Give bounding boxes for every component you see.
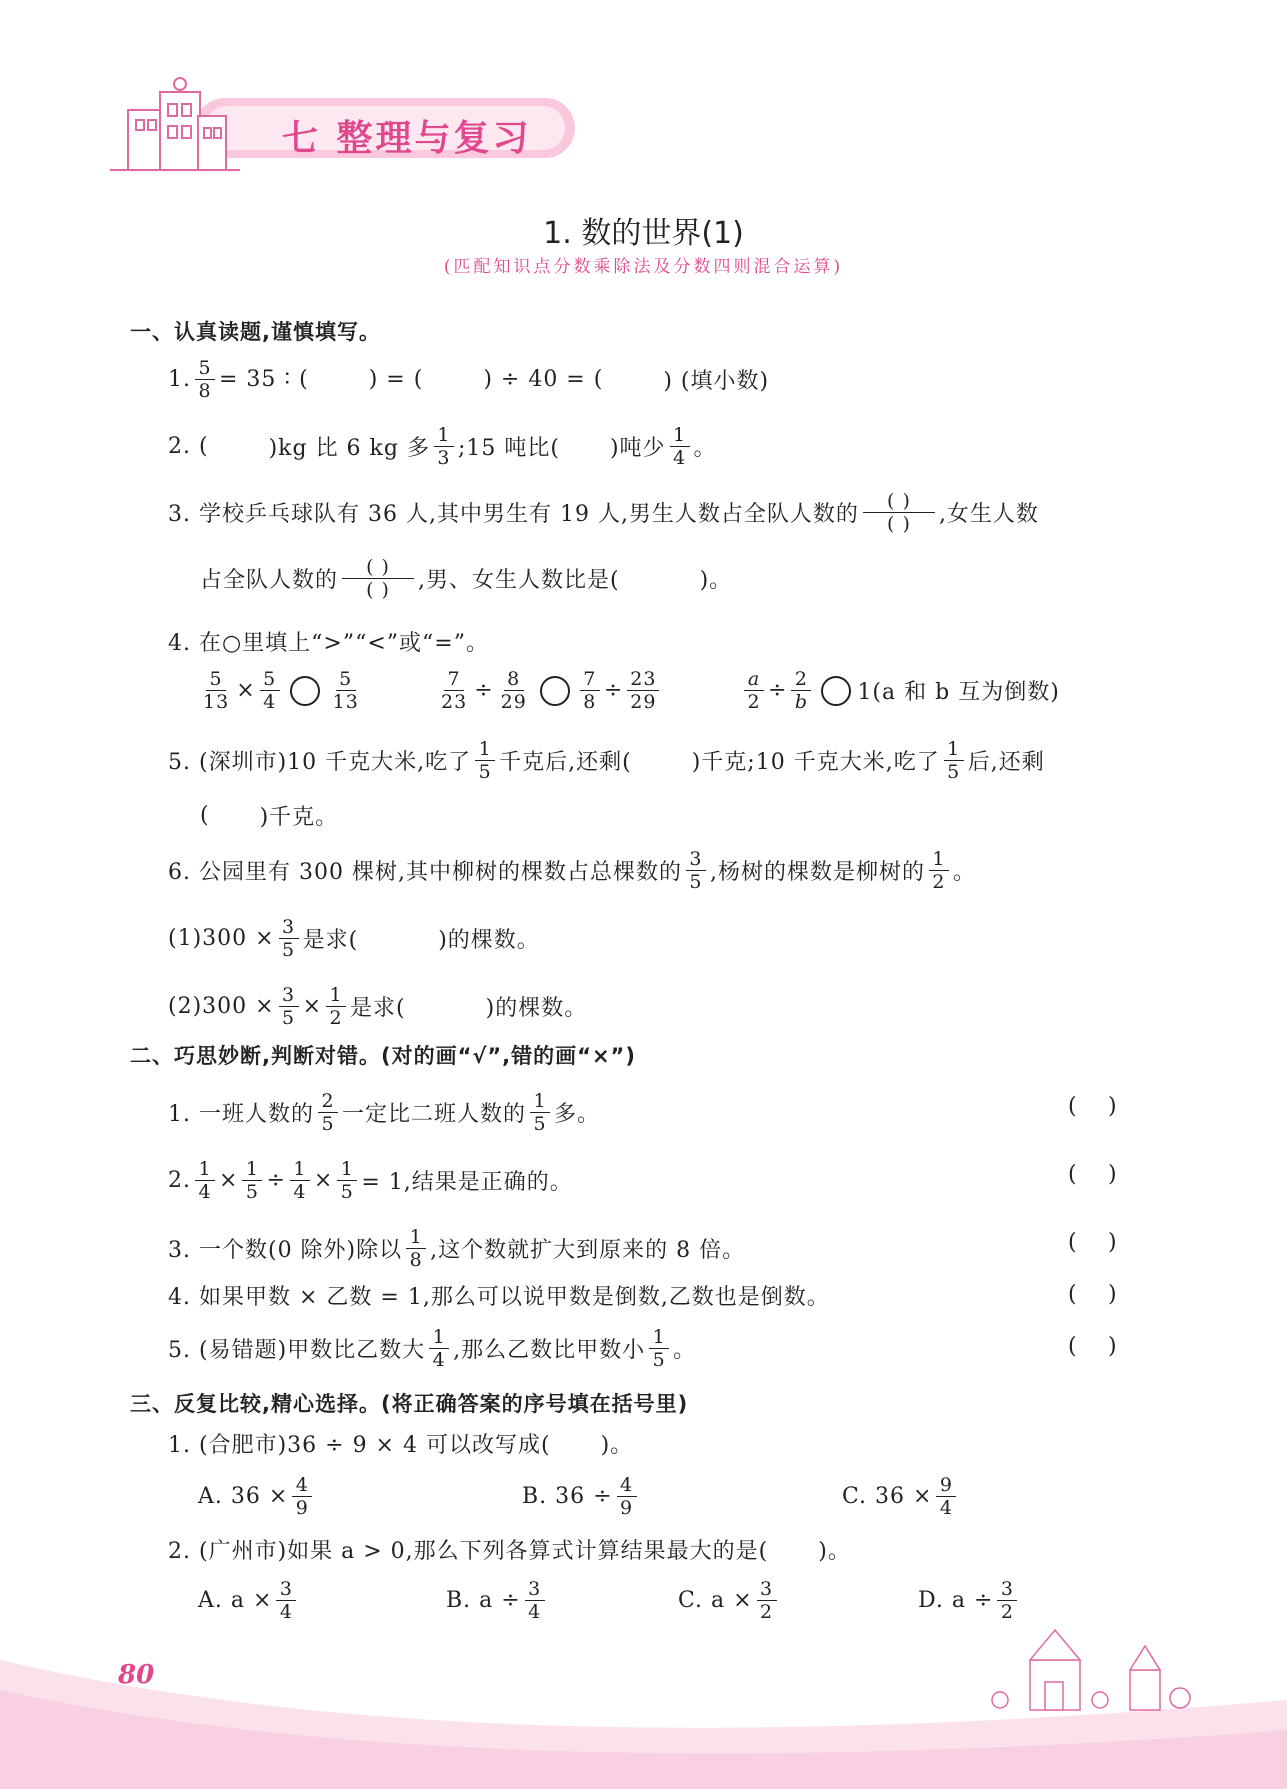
- q2-item-2: 2. $\frac{1}{4}$ × $\frac{1}{5}$ ÷ $\frac{1}{4}$ × $\frac{1}{5}$ = 1,结果是正确的。: [168, 1158, 573, 1203]
- q1-item-5-line1: 5. (深圳市)10 千克大米,吃了 $\frac{1}{5}$ 千克后,还剩( )千克;10 千克大米,吃了 $\frac{1}{5}$ 后,还剩: [168, 738, 1045, 783]
- building-icon: [128, 78, 226, 170]
- q1-item-4-expr-2: $\frac{7}{23}$ ÷ $\frac{8}{29}$ $\frac{7}{8}$ ÷ $\frac{23}{29}$: [434, 668, 663, 713]
- answer-bracket[interactable]: ( ): [1068, 1230, 1117, 1255]
- castle-icon: [992, 1630, 1190, 1710]
- q3-item-1-option-a[interactable]: A. 36 × $\frac{4}{9}$: [198, 1474, 316, 1519]
- answer-bracket[interactable]: ( ): [1068, 1094, 1117, 1119]
- q1-item-4-expr-3: $\frac{a}{2}$ ÷ $\frac{2}{b}$ 1(a 和 b 互为倒数): [740, 668, 1060, 713]
- q2-item-3: 3. 一个数(0 除外)除以 $\frac{1}{8}$ ,这个数就扩大到原来的 8 倍。: [168, 1226, 746, 1271]
- fraction: $\frac{1}{4}$: [670, 424, 690, 469]
- q3-item-2-option-d[interactable]: D. a ÷ $\frac{3}{2}$: [918, 1578, 1021, 1623]
- compare-circle[interactable]: [821, 676, 851, 706]
- q3-item-1: 1. (合肥市)36 ÷ 9 × 4 可以改写成( )。: [168, 1433, 634, 1458]
- answer-bracket[interactable]: ( ): [1068, 1334, 1117, 1359]
- section-1-title: 一、认真读题,谨慎填写。: [130, 320, 381, 344]
- compare-circle[interactable]: [290, 676, 320, 706]
- footer-wave: [0, 1620, 1287, 1789]
- blank-fraction[interactable]: $\frac{( )}{( )}$: [342, 556, 414, 601]
- q1-item-1: 1. $\frac{5}{8}$ = 35 ∶ ( ) = ( ) ÷ 40 = ( ) (填小数): [168, 357, 770, 402]
- q1-item-2: 2. ( )kg 比 6 kg 多 $\frac{1}{3}$ ;15 吨比( )吨少 $\frac{1}{4}$ 。: [168, 424, 717, 469]
- page-number: 80: [118, 1660, 155, 1690]
- answer-bracket[interactable]: ( ): [1068, 1162, 1117, 1187]
- q1-item-3-line1: 3. 学校乒乓球队有 36 人,其中男生有 19 人,男生人数占全队人数的 $\frac{( )}{( )}$ ,女生人数: [168, 490, 1039, 535]
- answer-bracket[interactable]: ( ): [1068, 1282, 1117, 1307]
- q1-item-6-sub-1: (1)300 × $\frac{3}{5}$ 是求( )的棵数。: [168, 916, 540, 961]
- q1-item-6-sub-2: (2)300 × $\frac{3}{5}$ × $\frac{1}{2}$ 是求( )的棵数。: [168, 984, 588, 1029]
- q1-item-6: 6. 公园里有 300 棵树,其中柳树的棵数占总棵数的 $\frac{3}{5}$ ,杨树的棵数是柳树的 $\frac{1}{2}$ 。: [168, 848, 976, 893]
- fraction: $\frac{1}{3}$: [434, 424, 454, 469]
- lesson-subtitle: (匹配知识点分数乘除法及分数四则混合运算): [443, 257, 844, 277]
- compare-circle[interactable]: [540, 676, 570, 706]
- q3-item-2-option-b[interactable]: B. a ÷ $\frac{3}{4}$: [446, 1578, 549, 1623]
- q1-item-3-line2: 占全队人数的 $\frac{( )}{( )}$ ,男、女生人数比是( )。: [200, 556, 733, 601]
- q3-item-1-option-b[interactable]: B. 36 ÷ $\frac{4}{9}$: [522, 1474, 641, 1519]
- q3-item-2-option-a[interactable]: A. a × $\frac{3}{4}$: [198, 1578, 300, 1623]
- q3-item-2: 2. (广州市)如果 a > 0,那么下列各算式计算结果最大的是( )。: [168, 1539, 851, 1564]
- q2-item-4: 4. 如果甲数 × 乙数 = 1,那么可以说甲数是倒数,乙数也是倒数。: [168, 1285, 830, 1310]
- q1-item-5-line2: ( )千克。: [200, 803, 339, 830]
- section-3-title: 三、反复比较,精心选择。(将正确答案的序号填在括号里): [130, 1392, 689, 1416]
- blank-fraction[interactable]: $\frac{( )}{( )}$: [863, 490, 935, 535]
- q3-item-2-option-c[interactable]: C. a × $\frac{3}{2}$: [678, 1578, 781, 1623]
- chapter-title: 七 整理与复习: [282, 118, 532, 159]
- q3-item-1-option-c[interactable]: C. 36 × $\frac{9}{4}$: [842, 1474, 960, 1519]
- lesson-title: 1. 数的世界(1): [543, 216, 744, 251]
- section-2-title: 二、巧思妙断,判断对错。(对的画“√”,错的画“×”): [130, 1044, 636, 1068]
- q2-item-1: 1. 一班人数的 $\frac{2}{5}$ 一定比二班人数的 $\frac{1}{5}$ 多。: [168, 1090, 601, 1135]
- q2-item-5: 5. (易错题)甲数比乙数大 $\frac{1}{4}$ ,那么乙数比甲数小 $\frac{1}{5}$ 。: [168, 1326, 697, 1371]
- q1-item-4-expr-1: $\frac{5}{13}$ × $\frac{5}{4}$ $\frac{5}{13}$: [203, 668, 359, 713]
- q1-item-4: 4. 在○里填上“>”“<”或“=”。: [168, 631, 489, 656]
- fraction: $\frac{5}{8}$: [195, 357, 215, 402]
